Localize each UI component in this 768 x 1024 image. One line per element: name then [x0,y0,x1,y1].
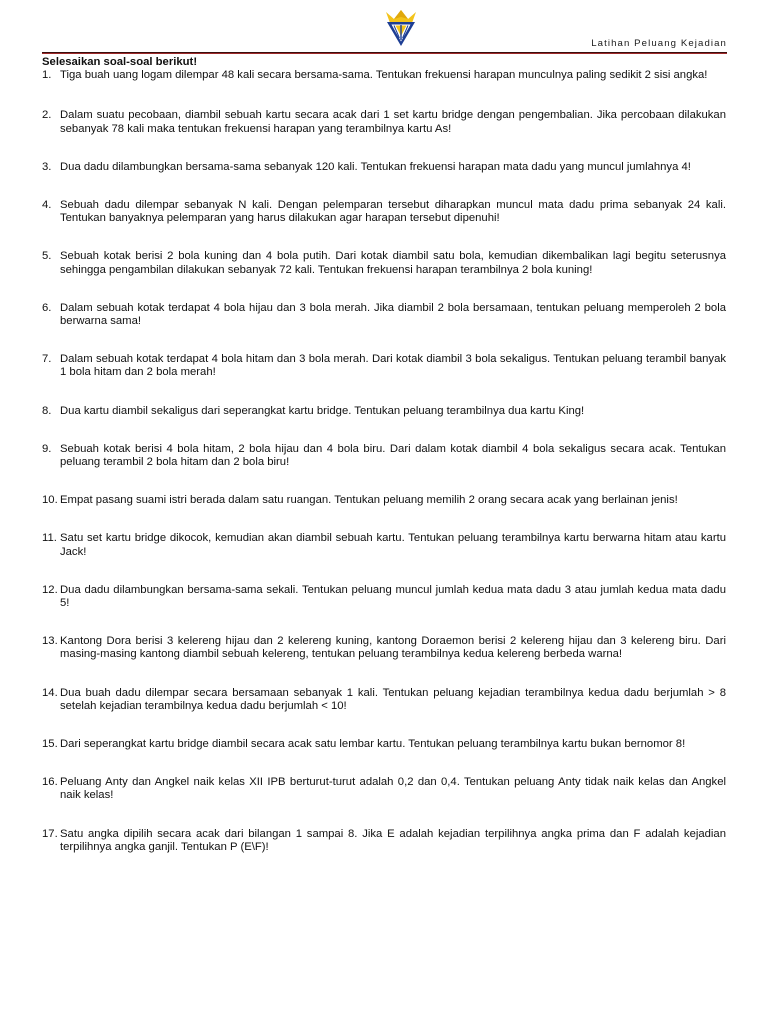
question-text-line: Satu angka dipilih secara acak dari bilangan 1 sampai 8. Jika E adalah kejadian terpilihnya angka prima dan F adalah kejadian [60,827,726,840]
question-number: 14. [42,686,58,699]
question-item [42,69,726,82]
question-number: 1. [42,69,52,82]
header-rule [42,52,727,54]
question-text-line: masing-masing kantong diambil sebuah kelereng, tentukan peluang terambilnya kedua kelereng berbeda warna! [60,648,623,661]
question-item [42,250,726,276]
question-text-line: Dua dadu dilambungkan bersama-sama sebanyak 120 kali. Tentukan frekuensi harapan mata dadu yang muncul jumlahnya 4! [60,160,691,173]
question-text-line: setelah kejadian terambilnya kedua dadu berjumlah < 10! [60,699,347,712]
question-number: 8. [42,404,52,417]
question-text-line: naik kelas! [60,789,114,802]
question-number: 4. [42,199,52,212]
question-text [60,687,726,713]
question-number: 10. [42,494,58,507]
question-item [42,109,726,135]
question-text [60,353,726,379]
question-text [60,635,726,661]
question-text [60,584,726,610]
question-text [60,161,726,174]
question-text-line: peluang terambil 2 bola hitam dan 2 bola biru! [60,456,290,469]
question-text [60,250,726,276]
question-text-line: Dalam sebuah kotak terdapat 4 bola hijau dan 3 bola merah. Jika diambil 2 bola bersamaan, tentukan peluang memperoleh 2 bola [60,301,726,314]
question-text [60,443,726,469]
instruction-heading: Selesaikan soal-soal berikut! [42,56,198,68]
question-text-line: sehingga pengambilan dilakukan sebanyak 72 kali. Tentukan frekuensi harapan terambilnya 2 bola kuning! [60,263,593,276]
question-item [42,584,726,610]
question-text-line: berwarna sama! [60,315,141,328]
question-text-line: Dalam sebuah kotak terdapat 4 bola hitam dan 3 bola merah. Dari kotak diambil 3 bola sekaligus. Tentukan peluang terambil banyak [60,353,726,366]
question-item [42,353,726,379]
question-number: 3. [42,160,52,173]
worksheet-body [42,56,726,879]
question-text [60,69,726,82]
question-item [42,405,726,418]
question-text [60,738,726,751]
question-number: 16. [42,776,58,789]
question-item [42,828,726,854]
question-item [42,635,726,661]
question-item [42,443,726,469]
question-text [60,405,726,418]
question-item [42,687,726,713]
question-text [60,532,726,558]
question-text-line: Dalam suatu pecobaan, diambil sebuah kartu secara acak dari 1 set kartu bridge dengan pengembalian. Jika percobaan dilakukan [60,109,726,122]
question-text-line: terpilihnya angka ganjil. Tentukan P (E\F)! [60,840,269,853]
question-item [42,199,726,225]
question-text [60,776,726,802]
question-text [60,828,726,854]
question-number: 11. [42,532,57,545]
question-text-line: Peluang Anty dan Angkel naik kelas XII IPB berturut-turut adalah 0,2 dan 0,4. Tentukan peluang Anty tidak naik kelas dan Angkel [60,776,726,789]
question-text-line: Dua dadu dilambungkan bersama-sama sekali. Tentukan peluang muncul jumlah kedua mata dadu 3 atau jumlah kedua mata dadu [60,583,726,596]
question-text-line: Sebuah dadu dilempar sebanyak N kali. Dengan pelemparan tersebut diharapkan muncul mata dadu prima sebanyak 24 kali. [60,199,726,212]
question-item [42,738,726,751]
question-number: 2. [42,109,52,122]
question-text-line: sebanyak 78 kali maka tentukan frekuensi harapan yang terambilnya kartu As! [60,122,452,135]
question-text [60,302,726,328]
question-number: 5. [42,250,52,263]
question-text-line: 5! [60,597,70,610]
question-text-line: Dua buah dadu dilempar secara bersamaan sebanyak 1 kali. Tentukan peluang kejadian terambilnya kedua dadu berjumlah > 8 [60,686,726,699]
question-text-line: Satu set kartu bridge dikocok, kemudian akan diambil sebuah kartu. Tentukan peluang terambilnya kartu berwarna hitam atau kartu [60,532,726,545]
question-item [42,161,726,174]
question-item [42,302,726,328]
question-number: 17. [42,827,58,840]
question-text-line: Tiga buah uang logam dilempar 48 kali secara bersama-sama. Tentukan frekuensi harapan munculnya paling sedikit 2 sisi angka! [60,69,708,82]
header-title: Latihan Peluang Kejadian [591,38,727,49]
question-number: 15. [42,738,58,751]
question-text-line: Tentukan banyaknya pelemparan yang harus dilakukan agar harapan tersebut dipenuhi! [60,212,500,225]
question-text [60,109,726,135]
question-text-line: Sebuah kotak berisi 2 bola kuning dan 4 bola putih. Dari kotak diambil satu bola, kemudian dikembalikan lagi begitu seterusnya [60,250,726,263]
question-text-line: Empat pasang suami istri berada dalam satu ruangan. Tentukan peluang memilih 2 orang secara acak yang berlainan jenis! [60,494,678,507]
question-text [60,199,726,225]
question-list [42,69,726,854]
question-text [60,494,726,507]
question-text-line: Dari seperangkat kartu bridge diambil secara acak satu lembar kartu. Tentukan peluang terambilnya kartu bukan bernomor 8! [60,738,686,751]
question-number: 13. [42,635,58,648]
question-text-line: Jack! [60,545,87,558]
school-emblem-icon [381,9,421,47]
question-number: 6. [42,301,52,314]
question-item [42,776,726,802]
question-item [42,494,726,507]
question-number: 7. [42,353,52,366]
question-item [42,532,726,558]
question-text-line: 1 bola hitam dan 2 bola merah! [60,366,216,379]
question-number: 12. [42,583,58,596]
question-text-line: Sebuah kotak berisi 4 bola hitam, 2 bola hijau dan 4 bola biru. Dari dalam kotak diambil 4 bola sekaligus secara acak. Tentukan [60,442,726,455]
question-text-line: Kantong Dora berisi 3 kelereng hijau dan 2 kelereng kuning, kantong Doraemon berisi 2 kelereng hijau dan 3 kelereng biru. Dari [60,635,726,648]
question-number: 9. [42,442,52,455]
question-text-line: Dua kartu diambil sekaligus dari seperangkat kartu bridge. Tentukan peluang terambilnya dua kartu King! [60,404,585,417]
